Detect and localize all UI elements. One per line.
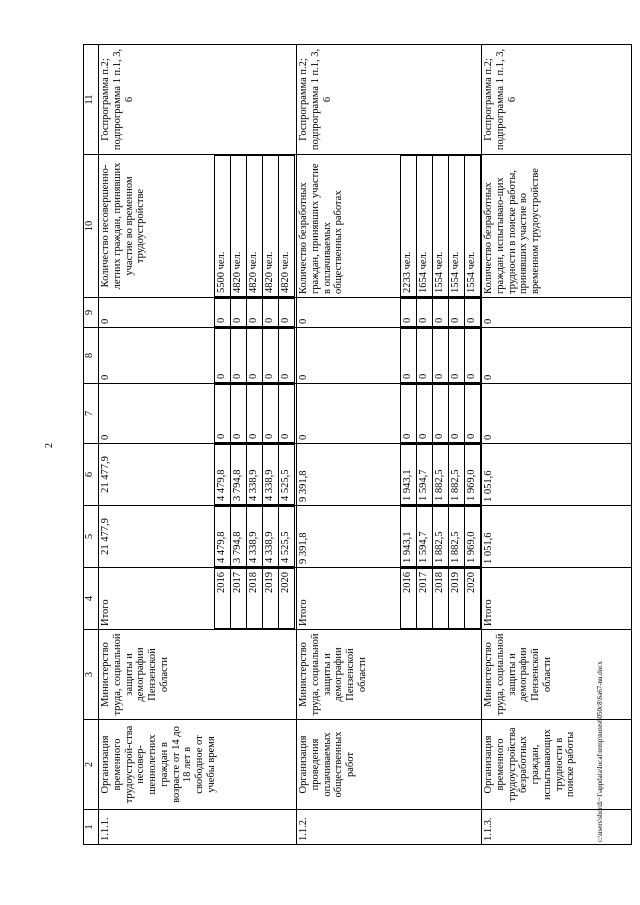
executor: Министерство труда, социальной защиты и демографии Пензенской области: [99, 630, 297, 720]
value-cell: 1 594,7: [417, 507, 433, 567]
value-cell: 3 794,8: [231, 507, 247, 567]
indicator-value: 1554 чел.: [433, 156, 449, 297]
col9-cell: [99, 298, 297, 328]
col9-cell: [297, 298, 482, 328]
value-cell: 0: [263, 329, 279, 383]
indicator-value: 1554 чел.: [465, 156, 481, 297]
value-cell: 4 525,5: [279, 507, 295, 567]
year-column: [297, 568, 482, 630]
total-label: Итого: [482, 568, 632, 630]
program-reference: Госпрограмма п.2; подпрограмма 1 п.1, 3, 6: [297, 45, 482, 155]
executor: Министерство труда, социальной защиты и демографии Пензенской области: [297, 630, 482, 720]
value-cell: 0: [401, 329, 417, 383]
col8-cell: [99, 328, 297, 384]
column-header: 5: [84, 506, 99, 568]
value-cell: 0: [263, 299, 279, 327]
year-cell: 2017: [417, 569, 433, 629]
value-cell: 0: [247, 329, 263, 383]
value-cell: 0: [401, 299, 417, 327]
value-cell: 1 969,0: [465, 445, 481, 505]
value-cell: 0: [279, 299, 295, 327]
indicator-value: 4820 чел.: [247, 156, 263, 297]
value-cell: 1 882,5: [433, 507, 449, 567]
measure-name: Организация временного трудоустройства безработных граждан, испытывающих трудности в поиске работы: [482, 720, 632, 810]
value-cell: 0: [215, 299, 231, 327]
file-path-footer: c:\users\sbordi~1\appdata\local\temp\notes6050c8\6a67-nu.docx: [596, 661, 604, 842]
value-cell: 4 479,8: [215, 507, 231, 567]
col7-cell: [297, 384, 482, 444]
value-cell: 1 594,7: [417, 445, 433, 505]
measures-table: [83, 44, 632, 845]
value-cell: 1 943,1: [401, 507, 417, 567]
row-number: 1.1.1.: [99, 810, 297, 845]
total-value: 9 391,8: [298, 532, 309, 564]
year-cell: 2017: [231, 569, 247, 629]
indicator-value: 1554 чел.: [449, 156, 465, 297]
year-cell: 2020: [465, 569, 481, 629]
column-header: 9: [84, 298, 99, 328]
value-cell: 0: [465, 385, 481, 443]
header-row: [84, 45, 99, 845]
table-row: [99, 45, 297, 845]
value-cell: 4 338,9: [247, 507, 263, 567]
year-cell: 2018: [247, 569, 263, 629]
value-cell: 0: [465, 329, 481, 383]
value-cell: 0: [417, 385, 433, 443]
value-cell: 0: [417, 299, 433, 327]
page-number: 2: [44, 443, 55, 448]
indicator-value: 4820 чел.: [263, 156, 279, 297]
total-value: 1 051,6: [482, 444, 632, 506]
indicator-value: 1654 чел.: [417, 156, 433, 297]
col5-cell: [297, 506, 482, 568]
value-cell: 4 338,9: [263, 507, 279, 567]
value-cell: 0: [231, 385, 247, 443]
value-cell: 0: [449, 385, 465, 443]
value-cell: 1 969,0: [465, 507, 481, 567]
value-cell: 0: [433, 329, 449, 383]
total-value: 0: [482, 384, 632, 444]
executor: Министерство труда, социальной защиты и демографии Пензенской области: [482, 630, 632, 720]
measure-name: Организация временного трудоустрой-ства несовер-шеннолетних граждан в возрасте от 14 до 18 лет в свободное от учебы время: [99, 720, 297, 810]
indicator-value: 4820 чел.: [279, 156, 295, 297]
year-column: [99, 568, 297, 630]
total-value: 0: [298, 318, 309, 324]
column-header: 7: [84, 384, 99, 444]
value-cell: 0: [433, 385, 449, 443]
indicator-text: Количество безработных граждан, принявших участие в оплачиваемых общественных работах: [298, 163, 345, 294]
value-cell: 0: [449, 299, 465, 327]
value-cell: 0: [231, 329, 247, 383]
column-header: 1: [84, 810, 99, 845]
value-cell: 0: [263, 385, 279, 443]
indicator-text: Количество безработных граждан, испытываю-щих трудности в поиске работы, принявших участие во временном трудоустройстве: [482, 155, 632, 298]
column-header: 10: [84, 155, 99, 298]
year-cell: 2019: [449, 569, 465, 629]
row-number: 1.1.2.: [297, 810, 482, 845]
total-label: Итого: [298, 599, 309, 626]
year-cell: 2016: [215, 569, 231, 629]
col8-cell: [297, 328, 482, 384]
value-cell: 0: [449, 329, 465, 383]
rotated-table-container: [83, 45, 631, 845]
total-value: 0: [100, 434, 111, 440]
column-header: 8: [84, 328, 99, 384]
total-label: Итого: [100, 599, 111, 626]
value-cell: 0: [231, 299, 247, 327]
value-cell: 0: [247, 299, 263, 327]
value-cell: 4 525,5: [279, 445, 295, 505]
total-value: 0: [100, 374, 111, 380]
indicator-value: 5500 чел.: [215, 156, 231, 297]
value-cell: 0: [417, 329, 433, 383]
col7-cell: [99, 384, 297, 444]
column-header: 3: [84, 630, 99, 720]
value-cell: 0: [401, 385, 417, 443]
value-cell: 0: [279, 385, 295, 443]
indicator-value: 2233 чел.: [401, 156, 417, 297]
total-value: 0: [298, 374, 309, 380]
column-header: 6: [84, 444, 99, 506]
indicator-text: Количество несовершенно-летних граждан, принявших участие во временном трудоустройстве: [100, 162, 147, 290]
value-cell: 0: [433, 299, 449, 327]
column-header: 4: [84, 568, 99, 630]
value-cell: 0: [279, 329, 295, 383]
total-value: 0: [298, 434, 309, 440]
total-value: 21 477,9: [100, 518, 111, 555]
value-cell: 0: [215, 329, 231, 383]
year-cell: 2018: [433, 569, 449, 629]
value-cell: 0: [465, 299, 481, 327]
total-value: 0: [482, 298, 632, 328]
value-cell: 1 882,5: [433, 445, 449, 505]
year-cell: 2020: [279, 569, 295, 629]
column-header: 2: [84, 720, 99, 810]
total-value: 0: [482, 328, 632, 384]
value-cell: 1 943,1: [401, 445, 417, 505]
indicator-cell: [99, 155, 297, 298]
indicator-cell: [297, 155, 482, 298]
total-value: 1 051,6: [482, 506, 632, 568]
table-row: [482, 45, 632, 845]
program-reference: Госпрограмма п.2; подпрограмма 1 п.1, 3, 6: [482, 45, 632, 155]
total-value: 21 477,9: [100, 456, 111, 493]
col6-cell: [297, 444, 482, 506]
total-value: 0: [100, 318, 111, 324]
col6-cell: [99, 444, 297, 506]
program-reference: Госпрограмма п.2; подпрограмма 1 п.1, 3, 6: [99, 45, 297, 155]
measure-name: Организация проведения оплачиваемых общественных работ: [297, 720, 482, 810]
total-value: 9 391,8: [298, 470, 309, 502]
year-cell: 2019: [263, 569, 279, 629]
value-cell: 1 882,5: [449, 507, 465, 567]
column-header: 11: [84, 45, 99, 155]
table-row: [297, 45, 482, 845]
value-cell: 0: [215, 385, 231, 443]
value-cell: 4 338,9: [247, 445, 263, 505]
row-number: 1.1.3.: [482, 810, 632, 845]
indicator-value: 4820 чел.: [231, 156, 247, 297]
value-cell: 4 479,8: [215, 445, 231, 505]
value-cell: 0: [247, 385, 263, 443]
col5-cell: [99, 506, 297, 568]
value-cell: 1 882,5: [449, 445, 465, 505]
value-cell: 4 338,9: [263, 445, 279, 505]
value-cell: 3 794,8: [231, 445, 247, 505]
year-cell: 2016: [401, 569, 417, 629]
